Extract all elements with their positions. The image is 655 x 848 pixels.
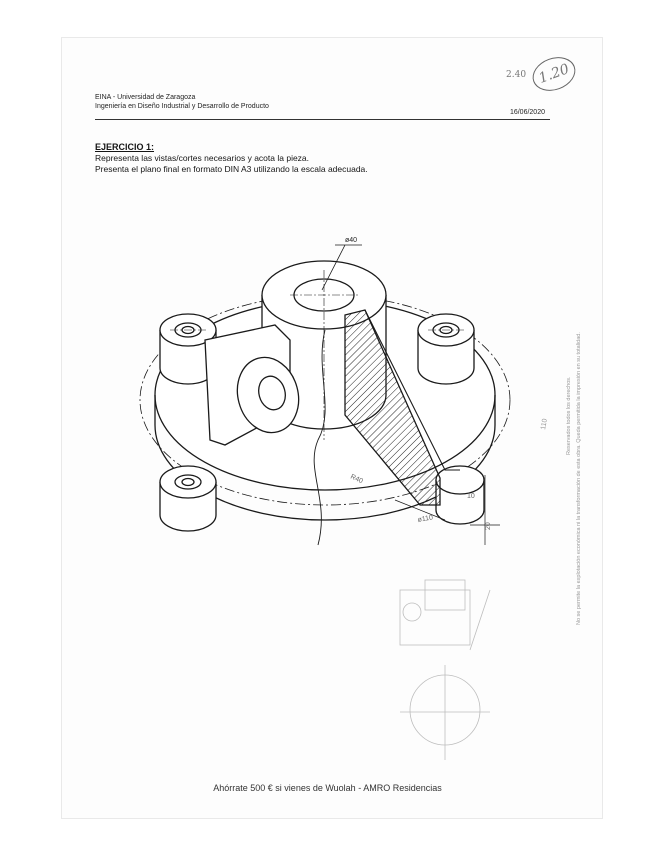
- dim-d: 10: [467, 493, 475, 500]
- exercise-line-1: Representa las vistas/cortes necesarios y acota la pieza.: [95, 153, 310, 163]
- grade-circled: 1.20: [528, 51, 580, 96]
- footer-ad[interactable]: Ahórrate 500 € si vienes de Wuolah - AMRO Residencias: [213, 783, 442, 793]
- dim-a: R40: [349, 473, 364, 486]
- grade-small: 2.40: [506, 70, 527, 80]
- dim-diameter: ø40: [345, 237, 358, 244]
- dim-c: 20: [485, 522, 492, 530]
- lug-front-right: [436, 466, 484, 524]
- exercise-line-2: Presenta el plano final en formato DIN A3 utilizando la escala adecuada.: [95, 164, 368, 174]
- watermark-side: [560, 235, 588, 625]
- dim-b: ø110: [417, 514, 434, 524]
- lug-right: [418, 314, 474, 384]
- dim-e: 110: [540, 418, 549, 431]
- degree-label: Ingeniería en Diseño Industrial y Desarrollo de Producto: [95, 103, 269, 110]
- pencil-sketch: [400, 580, 490, 760]
- watermark-line-1: Reservados todos los derechos.: [566, 376, 572, 455]
- watermark-line-2: No se permite la explotación económica ni la transformación de esta obra. Queda permitida la impresión en su totalidad.: [576, 332, 582, 625]
- date-label: 16/06/2020: [509, 109, 545, 116]
- exercise-title: EJERCICIO 1:: [95, 142, 155, 152]
- institution-label: EINA - Universidad de Zaragoza: [95, 94, 196, 101]
- lug-front-left: [160, 466, 216, 531]
